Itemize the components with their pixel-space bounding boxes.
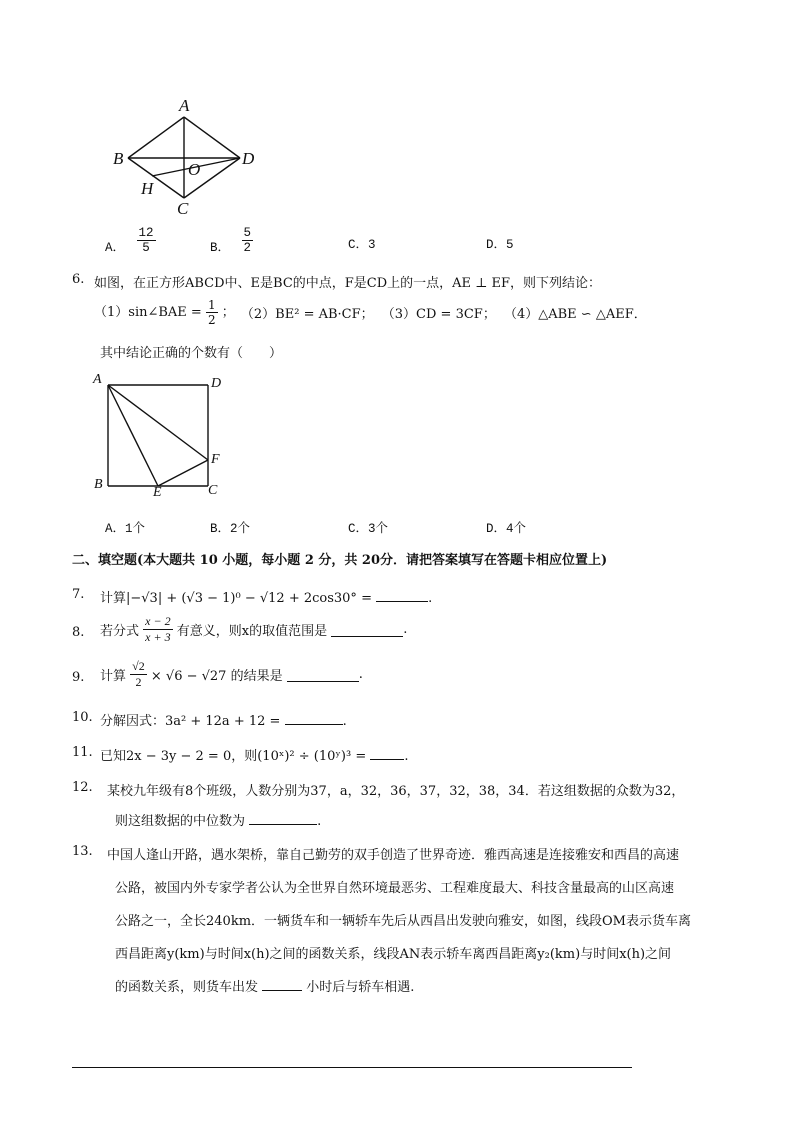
q13-answer-blank[interactable]	[262, 977, 302, 991]
q6-option-b[interactable]: B．2个	[210, 522, 251, 536]
q6-conclusion-2: （2）BE² = AB·CF；	[240, 307, 374, 322]
q6-conclusion-4: （4）△ABE ∽ △AEF．	[503, 307, 647, 322]
option-letter: B．	[210, 240, 231, 255]
q8-line: 若分式 $\frac{x - 2}{x + 3}$ 有意义，则x的取值范围是 .	[100, 614, 408, 644]
q10-answer-blank[interactable]	[285, 711, 343, 725]
q11-answer-blank[interactable]	[370, 746, 404, 760]
q9-number: 9.	[72, 670, 85, 685]
q13-line2: 公路，被国内外专家学者公认为全世界自然环境最恶劣、工程难度最大、科技含量最高的山区高速	[115, 881, 675, 896]
vertex-o: O	[188, 160, 201, 179]
q6-conclusion-1: （1）sin∠BAE = $\frac{1}{2}$ ；	[94, 298, 235, 327]
square-figure	[90, 372, 230, 502]
vertex-c: C	[208, 483, 218, 498]
rhombus-figure	[108, 95, 268, 220]
q8-number: 8.	[72, 625, 85, 640]
q9-line: 计算 $\frac{√2}{2}$ × √6 − √27 的结果是 .	[100, 659, 363, 689]
fraction-numerator: 12	[138, 226, 154, 240]
q5-option-c[interactable]	[348, 234, 376, 252]
fraction-denominator: 2	[243, 241, 252, 255]
q13-line4: 西昌距离y(km)与时间x(h)之间的函数关系，线段AN表示轿车离西昌距离y₂(km)与时间x(h)之间	[115, 947, 672, 962]
fraction-denominator: 2	[207, 313, 216, 327]
q10-line: 分解因式：3a² + 12a + 12 = .	[100, 710, 347, 729]
section-heading: 二、填空题(本大题共 10 小题，每小题 2 分，共 20分．请把答案填写在答题卡相应位置上)	[72, 553, 608, 568]
vertex-d: D	[242, 149, 255, 168]
fraction-numerator: 5	[243, 226, 252, 240]
option-letter: D．	[486, 238, 507, 252]
option-letter: C．	[348, 238, 369, 252]
q11-number: 11.	[72, 745, 93, 760]
vertex-c: C	[177, 199, 189, 218]
q7-answer-blank[interactable]	[376, 588, 428, 602]
q12-line2: 则这组数据的中位数为 .	[115, 810, 321, 829]
q7-line: 计算|−√3| + (√3 − 1)⁰ − √12 + 2cos30° = .	[100, 587, 432, 606]
vertex-f: F	[211, 452, 220, 467]
q6-option-d[interactable]: D．4个	[486, 522, 527, 536]
q10-number: 10.	[72, 710, 93, 725]
q9-answer-blank[interactable]	[287, 668, 359, 682]
fraction-denominator: 5	[142, 241, 150, 255]
q13-line3: 公路之一，全长240km．一辆货车和一辆轿车先后从西昌出发驶向雅安，如图，线段OM表示货车离	[115, 914, 691, 929]
vertex-b: B	[113, 149, 124, 168]
q7-number: 7.	[72, 587, 85, 602]
fraction-numerator: √2	[132, 659, 145, 673]
option-text: 3	[368, 238, 376, 252]
vertex-a: A	[93, 372, 102, 387]
q7-text: 计算|−√3| + (√3 − 1)⁰ − √12 + 2cos30° =	[100, 591, 372, 606]
q5-option-b[interactable]	[210, 226, 253, 255]
q13-line5: 的函数关系，则货车出发 小时后与轿车相遇.	[115, 976, 414, 995]
q8-answer-blank[interactable]	[331, 623, 403, 637]
q6-prompt: 其中结论正确的个数有（ ）	[100, 346, 283, 361]
vertex-d: D	[211, 376, 222, 391]
option-letter: A．	[105, 240, 126, 255]
fraction-numerator: x − 2	[145, 614, 171, 628]
q12-answer-blank[interactable]	[249, 811, 317, 825]
vertex-b: B	[94, 477, 103, 492]
q12-number: 12.	[72, 780, 93, 795]
q6-conclusion-3: （3）CD = 3CF；	[381, 307, 496, 322]
vertex-a: A	[179, 96, 190, 115]
vertex-e: E	[153, 485, 162, 500]
q12-line1: 某校九年级有8个班级，人数分别为37，a，32，36，37，32，38，34．若这组数据的众数为32，	[107, 784, 685, 799]
q13-line1: 中国人逢山开路，遇水架桥，靠自己勤劳的双手创造了世界奇迹．雅西高速是连接雅安和西昌的高速	[107, 848, 680, 863]
fraction-denominator: 2	[135, 675, 142, 689]
q11-line: 已知2x − 3y − 2 = 0，则(10ˣ)² ÷ (10ʸ)³ = .	[100, 745, 409, 764]
q6-number: 6.	[72, 272, 85, 287]
fraction-denominator: x + 3	[145, 630, 171, 644]
q5-option-a[interactable]	[105, 226, 156, 255]
q5-option-d[interactable]	[486, 234, 514, 252]
q6-conclusions	[94, 298, 647, 334]
vertex-h: H	[141, 179, 154, 198]
fraction-numerator: 1	[207, 298, 216, 312]
q6-option-c[interactable]: C．3个	[348, 522, 389, 536]
q13-number: 13.	[72, 844, 93, 859]
q6-option-a[interactable]: A．1个	[105, 522, 146, 536]
q6-stem: 如图，在正方形ABCD中、E是BC的中点，F是CD上的一点，AE ⊥ EF，则下列结论：	[94, 276, 602, 291]
option-text: 5	[506, 238, 514, 252]
footer-rule	[72, 1067, 632, 1068]
